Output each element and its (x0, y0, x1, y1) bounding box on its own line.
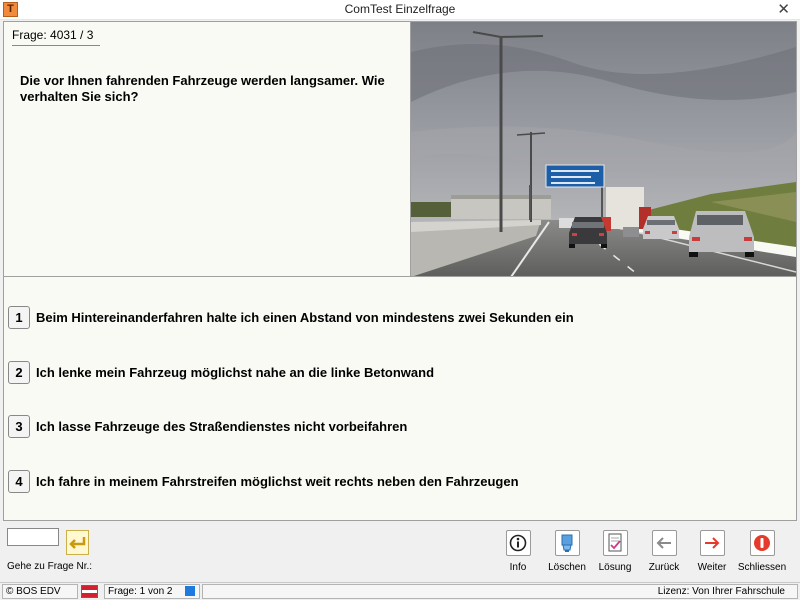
austria-flag-icon (81, 585, 98, 598)
info-icon (506, 530, 531, 556)
title-bar (0, 0, 800, 20)
delete-label: Löschen (548, 562, 586, 573)
answer-text: Ich lasse Fahrzeuge des Straßendienstes nicht vorbeifahren (36, 419, 408, 434)
license-text: Lizenz: Von Ihrer Fahrschule (202, 584, 798, 599)
solution-label: Lösung (598, 562, 632, 573)
answer-number-button[interactable]: 1 (8, 306, 30, 329)
arrow-right-icon (700, 530, 725, 556)
question-photo (411, 22, 796, 277)
app-icon: T (3, 2, 18, 17)
window-close-button[interactable]: ✕ (777, 1, 790, 18)
goto-question-button[interactable] (66, 530, 89, 555)
close-label: Schliessen (737, 562, 787, 573)
highway-photo (411, 22, 796, 277)
eraser-icon (555, 530, 580, 556)
window-title: ComTest Einzelfrage (344, 2, 456, 16)
question-text: Die vor Ihnen fahrenden Fahrzeuge werden langsamer. Wie verhalten Sie sich? (20, 73, 385, 104)
main-panel (3, 21, 797, 521)
close-button[interactable] (732, 530, 792, 573)
question-counter: Frage: 1 von 2 (104, 584, 200, 599)
answer-text: Beim Hintereinanderfahren halte ich einen Abstand von mindestens zwei Sekunden ein (36, 310, 574, 325)
question-number: Frage: 4031 / 3 (12, 28, 100, 46)
copyright-text: © BOS EDV (2, 584, 78, 599)
answer-number-button[interactable]: 3 (8, 415, 30, 438)
stop-icon (750, 530, 775, 556)
back-label: Zurück (648, 562, 680, 573)
info-label: Info (509, 562, 527, 573)
status-bar (0, 582, 800, 600)
answer-text: Ich fahre in meinem Fahrstreifen möglichst weit rechts neben den Fahrzeugen (36, 474, 519, 489)
question-pane (4, 22, 411, 277)
arrow-left-icon (652, 530, 677, 556)
goto-question-input[interactable] (7, 528, 59, 546)
status-indicator-icon (185, 586, 195, 596)
answer-number-button[interactable]: 4 (8, 470, 30, 493)
next-label: Weiter (697, 562, 727, 573)
check-document-icon (603, 530, 628, 556)
arrow-enter-icon (69, 536, 87, 550)
goto-question-label: Gehe zu Frage Nr.: (7, 561, 93, 572)
answer-number-button[interactable]: 2 (8, 361, 30, 384)
answer-text: Ich lenke mein Fahrzeug möglichst nahe an die linke Betonwand (36, 365, 435, 380)
